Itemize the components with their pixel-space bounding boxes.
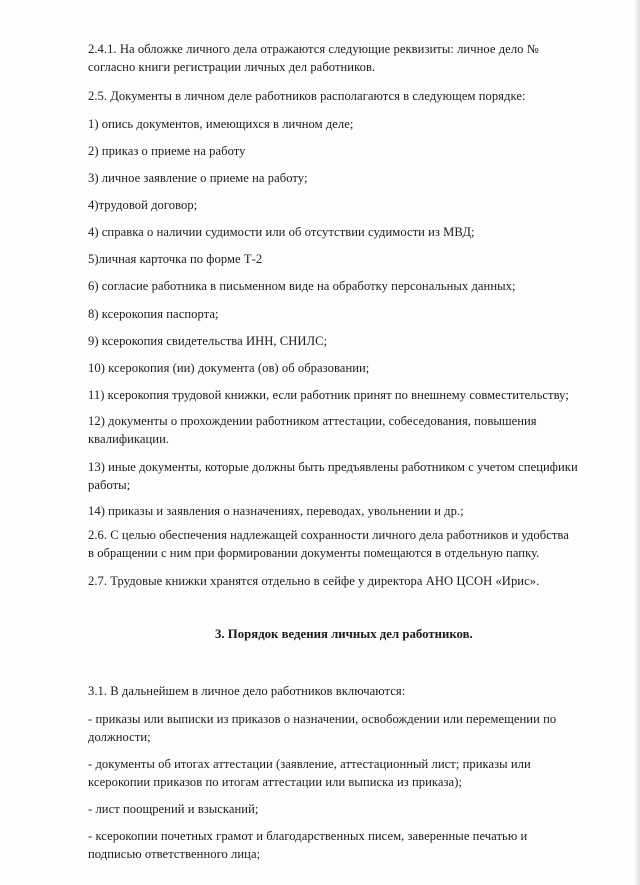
text-line: 8) ксерокопия паспорта;: [88, 307, 219, 321]
text-line: подписью ответственного лица;: [88, 847, 261, 861]
text-line: - документы об итогах аттестации (заявление, аттестационный лист; приказы или: [88, 757, 531, 771]
text-line: квалификации.: [88, 432, 170, 446]
text-line: 6) согласие работника в письменном виде на обработку персональных данных;: [88, 279, 516, 293]
text-line: 2.6. С целью обеспечения надлежащей сохранности личного дела работников и удобства: [88, 528, 569, 542]
text-line: 4) справка о наличии судимости или об отсутствии судимости из МВД;: [88, 225, 475, 239]
text-line: 14) приказы и заявления о назначениях, переводах, увольнении и др.;: [88, 504, 464, 518]
text-line: 12) документы о прохождении работником аттестации, собеседования, повышения: [88, 414, 537, 428]
text-line: согласно книги регистрации личных дел работников.: [88, 60, 376, 74]
text-line: в обращении с ним при формировании документы помещаются в отдельную папку.: [88, 546, 540, 560]
section-heading: 3. Порядок ведения личных дел работников.: [215, 627, 473, 641]
text-line: 2.7. Трудовые книжки хранятся отдельно в сейфе у директора АНО ЦСОН «Ирис».: [88, 574, 540, 588]
text-line: 10) ксерокопия (ии) документа (ов) об образовании;: [88, 361, 370, 375]
text-line: 3) личное заявление о приеме на работу;: [88, 171, 308, 185]
text-line: 4)трудовой договор;: [88, 198, 198, 212]
text-line: - ксерокопии почетных грамот и благодарственных писем, заверенные печатью и: [88, 829, 528, 843]
text-line: 2.5. Документы в личном деле работников располагаются в следующем порядке:: [88, 89, 526, 103]
text-line: 13) иные документы, которые должны быть предъявлены работником с учетом специфики: [88, 460, 578, 474]
text-line: работы;: [88, 478, 131, 492]
text-line: должности;: [88, 730, 151, 744]
text-line: 2) приказ о приеме на работу: [88, 144, 246, 158]
page-edge-shadow: [634, 0, 640, 885]
text-line: 3.1. В дальнейшем в личное дело работников включаются:: [88, 684, 406, 698]
text-line: - лист поощрений и взысканий;: [88, 802, 259, 816]
text-line: 11) ксерокопия трудовой книжки, если работник принят по внешнему совместительству;: [88, 388, 569, 402]
text-line: - приказы или выписки из приказов о назначении, освобождении или перемещении по: [88, 712, 557, 726]
text-line: 1) опись документов, имеющихся в личном деле;: [88, 117, 354, 131]
text-line: 5)личная карточка по форме Т-2: [88, 252, 263, 266]
text-line: ксерокопии приказов по итогам аттестации или выписка из приказа);: [88, 775, 462, 789]
text-line: 2.4.1. На обложке личного дела отражаются следующие реквизиты: личное дело №: [88, 42, 539, 56]
text-line: 9) ксерокопия свидетельства ИНН, СНИЛС;: [88, 334, 328, 348]
